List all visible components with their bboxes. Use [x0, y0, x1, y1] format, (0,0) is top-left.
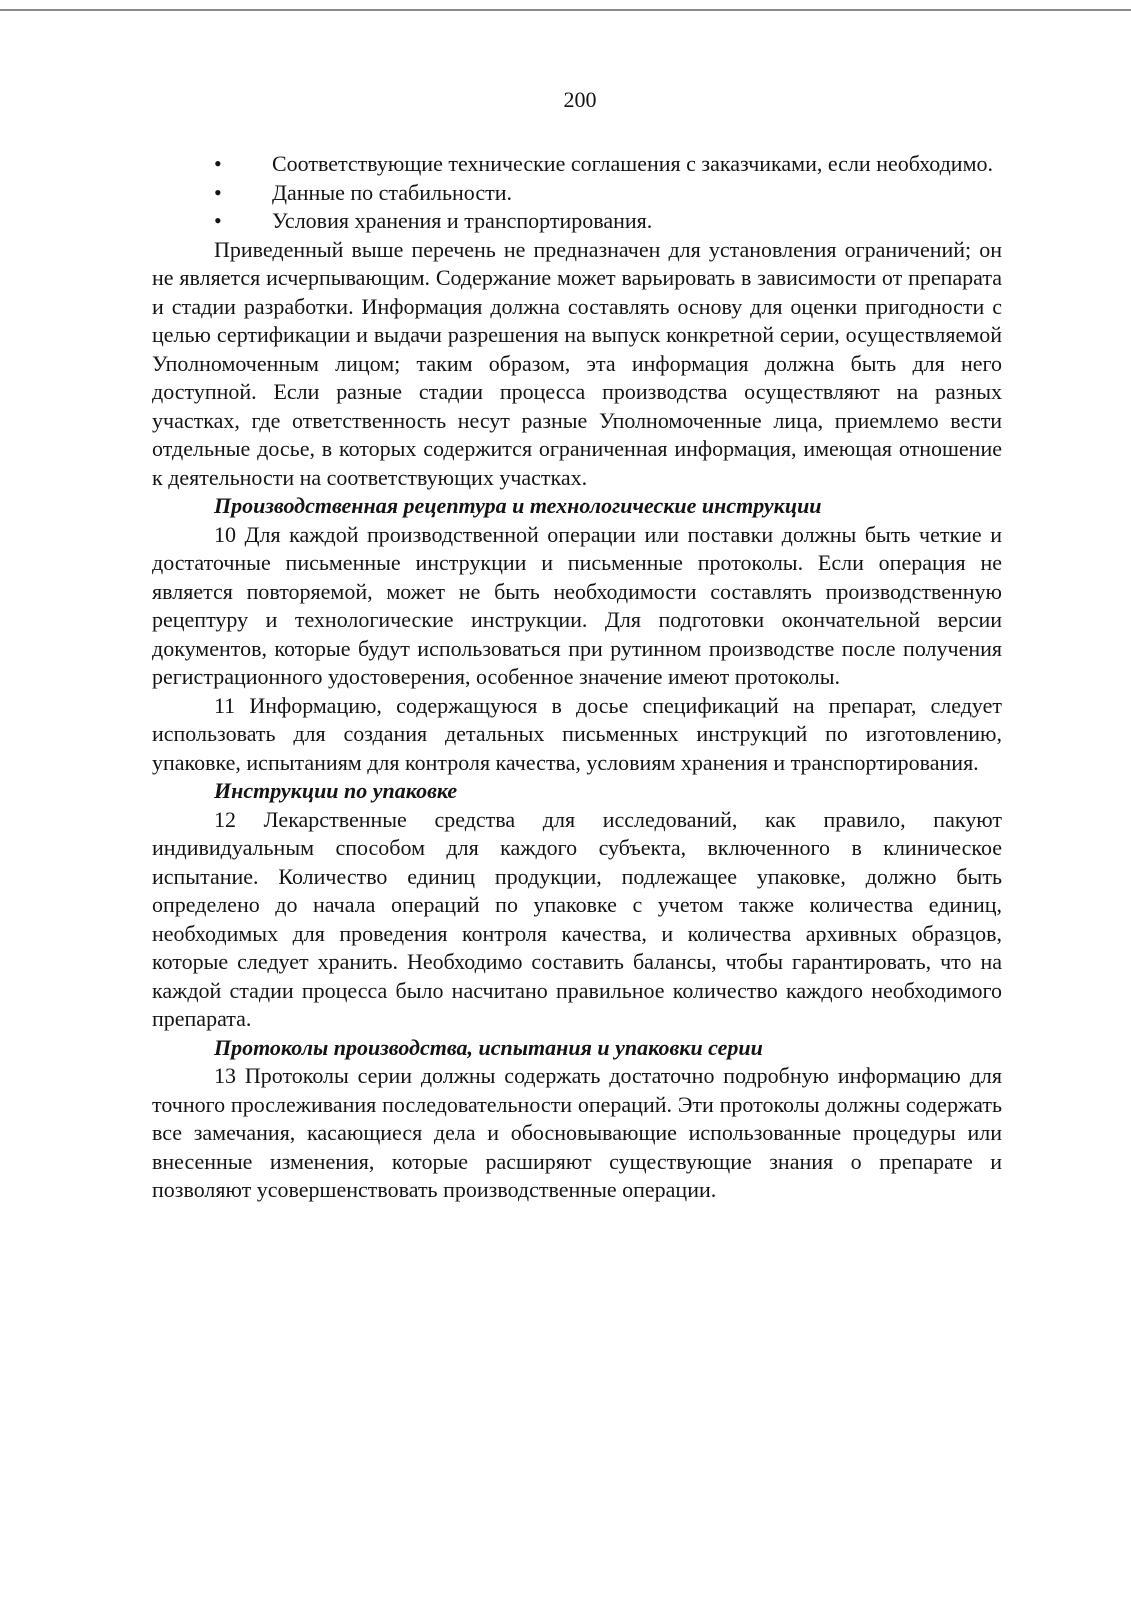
paragraph: 13 Протоколы серии должны содержать достаточно подробную информацию для точного прослеживания последовательности операций. Эти протоколы должны содержать все замечания, касающиеся дела и обосновывающие использованные процедуры или внесенные изменения, которые расширяют существующие знания о препарате и позволяют усовершенствовать производственные операции. — [152, 1063, 1002, 1202]
top-border-line — [0, 9, 1131, 11]
bullet-text: Соответствующие технические соглашения с заказчиками, если необходимо. — [272, 151, 994, 176]
section-heading: Инструкции по упаковке — [214, 778, 458, 803]
bullet-icon: • — [214, 179, 222, 205]
intro-paragraph: Приведенный выше перечень не предназначен для установления ограничений; он не является исчерпывающим. Содержание может варьировать в зависимости от препарата и стадии разработки. Информация должна составлять основу для оценки пригодности с целью сертификации и выдачи разрешения на выпуск конкретной серии, осуществляемой Уполномоченным лицом; таким образом, эта информация должна быть для него доступной. Если разные стадии процесса производства осуществляют на разных участках, где ответственность несут разные Уполномоченные лица, приемлемо вести отдельные досье, в которых содержится ограниченная информация, имеющая отношение к деятельности на соответствующих участках. — [152, 236, 1002, 490]
document-body — [152, 150, 1002, 1205]
page-number: 200 — [563, 87, 597, 112]
paragraph: 12 Лекарственные средства для исследований, как правило, пакуют индивидуальным способом для каждого субъекта, включенного в клиническое испытание. Количество единиц продукции, подлежащее упаковке, должно быть определено до начала операций по упаковке с учетом также количества единиц, необходимых для проведения контроля качества, и количества архивных образцов, которые следует хранить. Необходимо составить балансы, чтобы гарантировать, что на каждой стадии процесса было насчитано правильное количество каждого необходимого препарата. — [152, 806, 1002, 1031]
bullet-icon: • — [214, 151, 222, 176]
bullet-item — [152, 150, 1002, 179]
section-heading: Производственная рецептура и технологические инструкции — [214, 493, 822, 518]
paragraph: 11 Информацию, содержащуюся в досье спецификаций на препарат, следует использовать для создания детальных письменных инструкций по изготовлению, упаковке, испытаниям для контроля качества, условиям хранения и транспортирования. — [152, 692, 1002, 775]
bullet-text: Условия хранения и транспортирования. — [272, 208, 653, 233]
section-heading: Протоколы производства, испытания и упаковки серии — [214, 1034, 763, 1060]
bullet-icon: • — [214, 208, 222, 233]
bullet-item — [152, 207, 1002, 236]
bullet-text: Данные по стабильности. — [272, 179, 513, 205]
bullet-item — [152, 179, 1002, 208]
paragraph: 10 Для каждой производственной операции или поставки должны быть четкие и достаточные письменные инструкции и письменные протоколы. Если операция не является повторяемой, может не быть необходимости составлять производственную рецептуру и технологические инструкции. Для подготовки окончательной версии документов, которые будут использоваться при рутинном производстве после получения регистрационного удостоверения, особенное значение имеют протоколы. — [152, 521, 1002, 689]
